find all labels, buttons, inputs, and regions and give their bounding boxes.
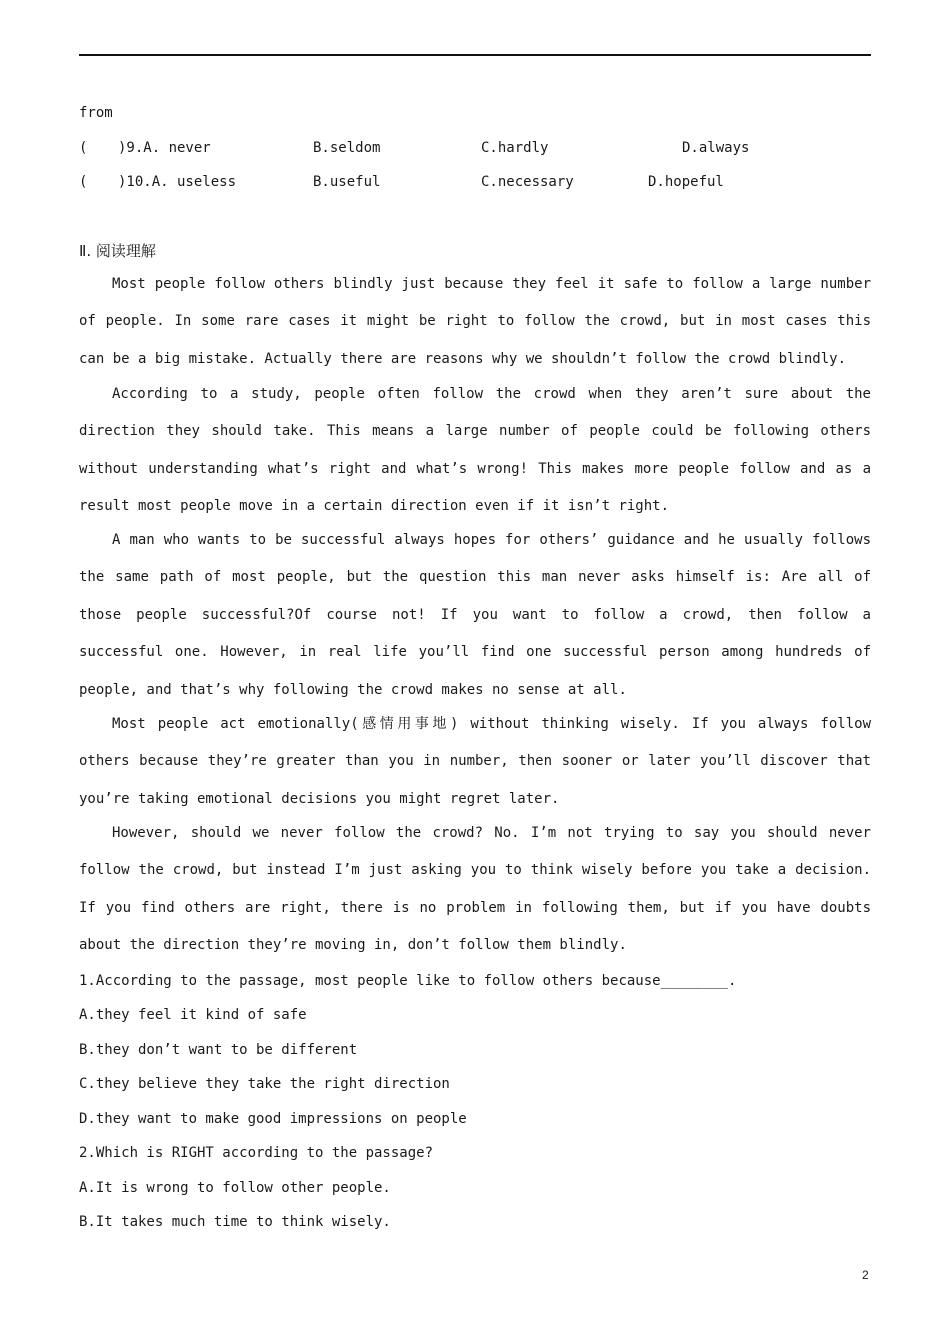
question-1-option-c: C.they believe they take the right direction: [79, 1076, 450, 1092]
question-1-option-a: A.they feel it kind of safe: [79, 1007, 307, 1023]
answer-bracket: (: [79, 174, 88, 190]
header-rule: [79, 54, 871, 56]
option-b: B.useful: [313, 174, 381, 190]
question-1-option-b: B.they don’t want to be different: [79, 1042, 358, 1058]
passage-paragraph-1: Most people follow others blindly just because they feel it safe to follow a large number of people. In some rare cases it might be right to follow the crowd, but in most cases this can be a big mistake. Actually there are reasons why we shouldn’t follow the crowd blindly.: [79, 276, 871, 367]
passage-paragraph-3: A man who wants to be successful always hopes for others’ guidance and he usually follows the same path of most people, but the question this man never asks himself is: Are all of those people successful?Of course not! If you want to follow a crowd, then follow a successful one. However, in real life you’ll find one successful person among hundreds of people, and that’s why following the crowd makes no sense at all.: [79, 532, 871, 698]
section-title: Ⅱ. 阅读理解: [79, 242, 156, 260]
option-d: D.hopeful: [648, 174, 724, 190]
option-c: C.necessary: [481, 174, 574, 190]
page-number: 2: [862, 1268, 869, 1282]
passage-paragraph-4: Most people act emotionally(感情用事地) without thinking wisely. If you always follow others because they’re greater than you in number, then sooner or later you’ll discover that you’re taking emotional decisions you might regret later.: [79, 716, 871, 807]
option-d: D.always: [682, 140, 750, 156]
option-a: )10.A. useless: [118, 174, 237, 190]
passage-paragraph-5: However, should we never follow the crowd? No. I’m not trying to say you should never follow the crowd, but instead I’m just asking you to think wisely before you take a decision. If you find others are right, there is no problem in following them, but if you have doubts about the direction they’re moving in, don’t follow them blindly.: [79, 825, 871, 954]
passage-paragraph-2: According to a study, people often follow the crowd when they aren’t sure about the direction they should take. This means a large number of people could be following others without understanding what’s right and what’s wrong! This makes more people follow and as a result most people move in a certain direction even if it isn’t right.: [79, 386, 871, 515]
question-2-option-b: B.It takes much time to think wisely.: [79, 1214, 391, 1230]
question-1-option-d: D.they want to make good impressions on people: [79, 1111, 467, 1127]
question-2-option-a: A.It is wrong to follow other people.: [79, 1180, 391, 1196]
answer-bracket: (: [79, 140, 88, 156]
option-c: C.hardly: [481, 140, 549, 156]
option-b: B.seldom: [313, 140, 381, 156]
continued-text: from: [79, 105, 113, 121]
question-2-stem: 2.Which is RIGHT according to the passage?: [79, 1145, 434, 1161]
option-a: )9.A. never: [118, 140, 211, 156]
question-1-stem: 1.According to the passage, most people like to follow others because________.: [79, 973, 737, 989]
